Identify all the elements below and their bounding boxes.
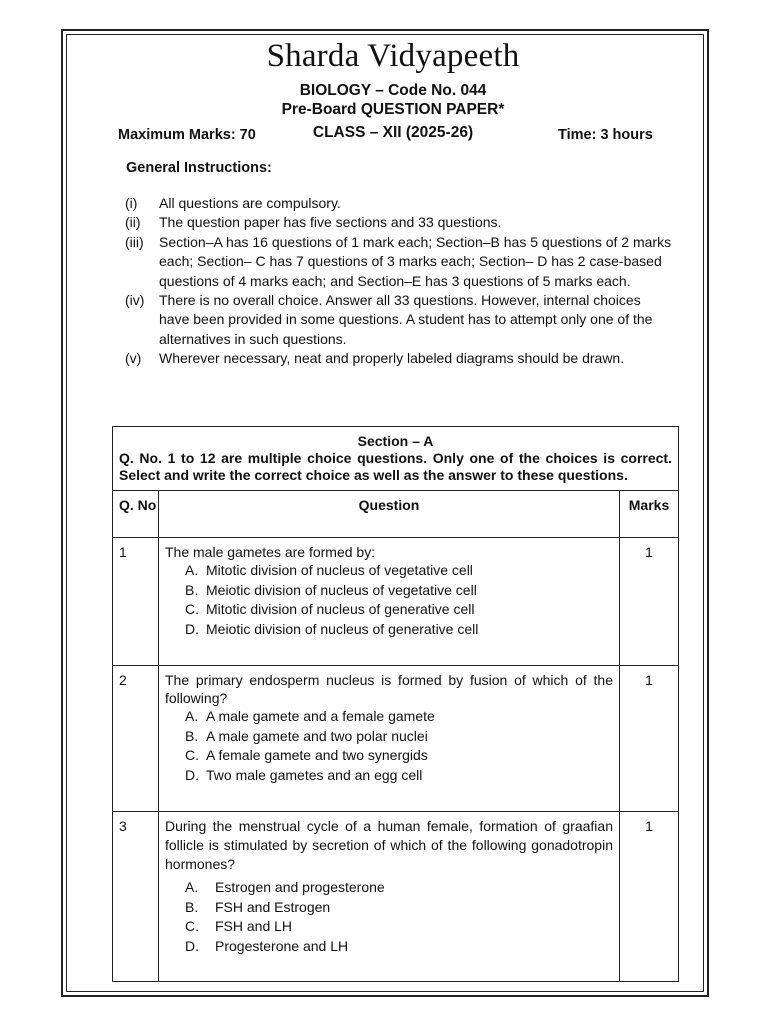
option-item xyxy=(185,898,613,918)
option-text: Mitotic division of nucleus of vegetative cell xyxy=(206,562,473,578)
question-text: The primary endosperm nucleus is formed by fusion of which of the following? xyxy=(165,672,613,706)
question-text: The male gametes are formed by: xyxy=(165,544,376,560)
table-row xyxy=(113,666,679,812)
maximum-marks: Maximum Marks: 70 xyxy=(118,127,256,143)
option-letter: C. xyxy=(185,601,199,617)
question-number: 2 xyxy=(113,666,159,812)
question-number: 3 xyxy=(113,812,159,982)
option-text: FSH and LH xyxy=(215,918,293,934)
question-text: During the menstrual cycle of a human female, formation of graafian follicle is stimulated by secretion of which of the following gonadotropin hormones? xyxy=(165,818,613,872)
option-item xyxy=(185,878,613,898)
instruction-number: (iv) xyxy=(125,292,145,309)
option-item xyxy=(185,707,613,727)
instruction-number: (v) xyxy=(125,350,142,367)
question-marks: 1 xyxy=(620,538,679,666)
option-text: FSH and Estrogen xyxy=(215,898,331,915)
instructions-heading: General Instructions: xyxy=(126,160,272,176)
option-item xyxy=(185,600,613,620)
instruction-number: (i) xyxy=(125,195,138,211)
option-text: Meiotic division of nucleus of vegetative cell xyxy=(206,581,477,598)
instruction-number: (ii) xyxy=(125,214,141,231)
instruction-text: All questions are compulsory. xyxy=(159,195,341,211)
table-row xyxy=(113,538,679,666)
options-list xyxy=(185,561,613,639)
question-marks: 1 xyxy=(620,812,679,982)
option-item xyxy=(185,917,613,937)
option-letter: C. xyxy=(185,918,199,934)
table-header-row xyxy=(113,491,679,538)
question-number: 1 xyxy=(113,538,159,666)
instruction-item xyxy=(125,213,673,232)
instruction-item xyxy=(125,233,673,291)
option-item xyxy=(185,727,613,747)
paper-title: Pre-Board QUESTION PAPER* xyxy=(281,101,505,118)
instructions-list xyxy=(125,194,673,369)
option-text: Meiotic division of nucleus of generative cell xyxy=(206,620,479,637)
option-letter: A. xyxy=(185,879,199,895)
instruction-text: There is no overall choice. Answer all 33 questions. However, internal choices have been provided in some questions. A student has to attempt only one of the alternatives in such questions. xyxy=(159,292,653,347)
question-cell xyxy=(159,666,620,812)
table-row xyxy=(113,812,679,982)
option-letter: B. xyxy=(185,898,199,915)
option-text: Mitotic division of nucleus of generative cell xyxy=(206,601,475,617)
option-text: A female gamete and two synergids xyxy=(206,747,428,763)
question-cell xyxy=(159,812,620,982)
instruction-item xyxy=(125,194,673,213)
option-item xyxy=(185,766,613,786)
option-letter: B. xyxy=(185,581,199,598)
question-cell xyxy=(159,538,620,666)
option-letter: A. xyxy=(185,562,199,578)
option-item xyxy=(185,746,613,766)
option-letter: C. xyxy=(185,747,199,763)
options-list xyxy=(185,707,613,785)
option-letter: D. xyxy=(185,766,199,783)
option-letter: D. xyxy=(185,620,199,637)
section-title: Section – A xyxy=(357,433,434,449)
option-text: A male gamete and a female gamete xyxy=(206,708,435,724)
option-text: Estrogen and progesterone xyxy=(215,879,385,895)
instruction-text: The question paper has five sections and 33 questions. xyxy=(159,214,502,231)
class-line: CLASS – XII (2025-26) xyxy=(312,124,474,141)
header-question: Question xyxy=(159,491,620,538)
option-text: A male gamete and two polar nuclei xyxy=(206,727,428,744)
options-list xyxy=(185,878,613,956)
option-letter: A. xyxy=(185,708,199,724)
section-header xyxy=(113,427,679,491)
instruction-item xyxy=(125,291,673,349)
option-text: Progesterone and LH xyxy=(215,937,349,954)
school-name: Sharda Vidyapeeth xyxy=(266,38,520,74)
option-item xyxy=(185,620,613,640)
question-table xyxy=(112,426,679,982)
header-qno: Q. No xyxy=(113,491,159,538)
question-marks: 1 xyxy=(620,666,679,812)
option-text: Two male gametes and an egg cell xyxy=(206,766,423,783)
header-marks: Marks xyxy=(620,491,679,538)
instruction-item xyxy=(125,349,673,368)
option-item xyxy=(185,581,613,601)
option-letter: D. xyxy=(185,937,199,954)
instruction-text: Section–A has 16 questions of 1 mark each; Section–B has 5 questions of 2 marks each; Section– C has 7 questions of 3 marks each; Section– D has 2 case-based questions of 4 marks each; and Section–E has 3 questions of 5 marks each. xyxy=(159,233,672,289)
option-item xyxy=(185,937,613,957)
time-allowed: Time: 3 hours xyxy=(558,127,653,143)
option-letter: B. xyxy=(185,727,199,744)
instruction-number: (iii) xyxy=(125,233,144,250)
subject-code: BIOLOGY – Code No. 044 xyxy=(299,82,487,99)
section-header-row xyxy=(113,427,679,491)
option-item xyxy=(185,561,613,581)
instruction-text: Wherever necessary, neat and properly labeled diagrams should be drawn. xyxy=(159,350,625,367)
section-description: Q. No. 1 to 12 are multiple choice questions. Only one of the choices is correct. Select and write the correct choice as well as the answer to these questions. xyxy=(119,450,672,483)
